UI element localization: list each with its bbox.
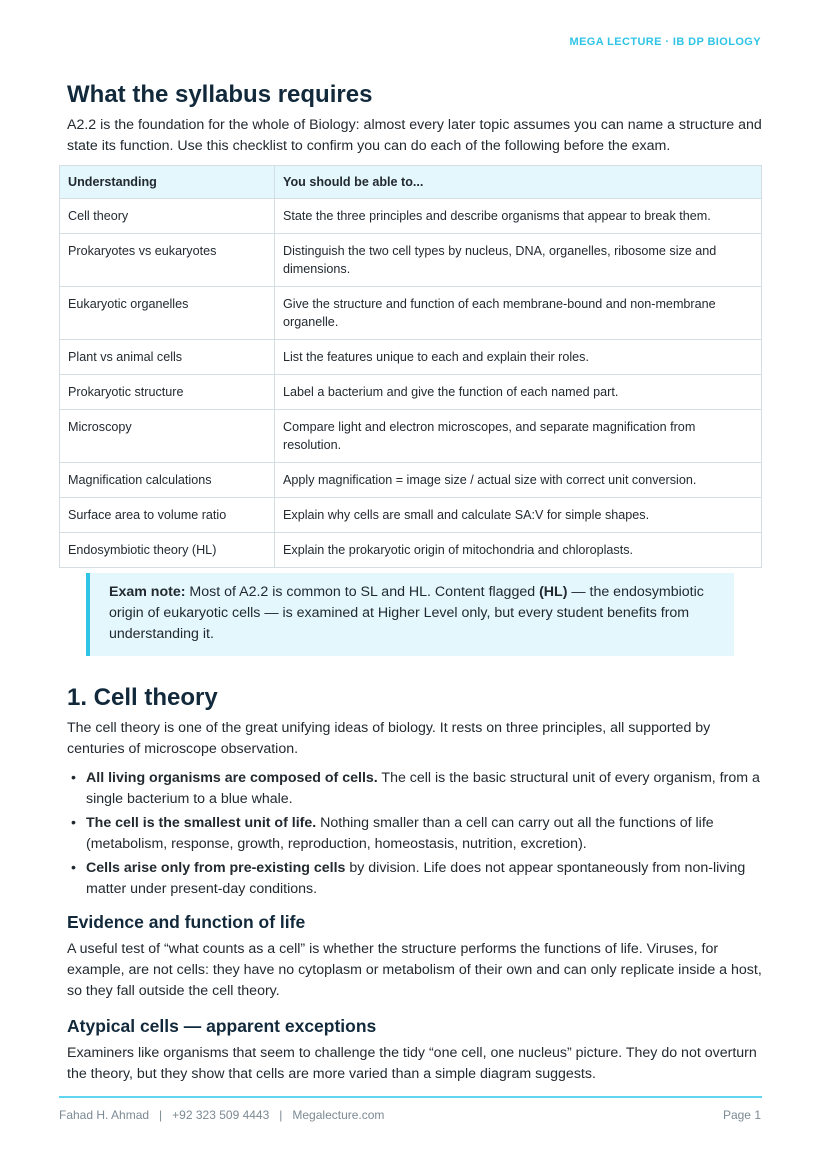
cell-able-to: Label a bacterium and give the function of each named part. [275, 375, 762, 410]
cell-able-to: Give the structure and function of each membrane-bound and non-membrane organelle. [275, 287, 762, 340]
bullet-icon: • [71, 770, 76, 786]
table-row [60, 498, 762, 533]
cell-understanding: Prokaryotes vs eukaryotes [60, 234, 275, 287]
syllabus-title: What the syllabus requires [67, 81, 373, 108]
evidence-subheading: Evidence and function of life [67, 912, 306, 932]
atypical-cells-subheading: Atypical cells — apparent exceptions [67, 1016, 377, 1036]
cell-understanding: Magnification calculations [60, 463, 275, 498]
table-row [60, 375, 762, 410]
table-row [60, 287, 762, 340]
principle-text: by division. Life does not appear spontaneously from non-living matter under present-day conditions. [86, 860, 746, 897]
cell-able-to: Explain why cells are small and calculate SA:V for simple shapes. [275, 498, 762, 533]
cell-able-to: Apply magnification = image size / actual size with correct unit conversion. [275, 463, 762, 498]
header-brand: MEGA LECTURE · IB DP BIOLOGY [569, 36, 761, 48]
cell-theory-principles-list [67, 768, 762, 900]
cell-understanding: Cell theory [60, 199, 275, 234]
list-item [67, 813, 762, 855]
bullet-icon: • [71, 860, 76, 876]
principle-heading: The cell is the smallest unit of life. [86, 815, 317, 831]
syllabus-checklist-table [59, 165, 762, 568]
cell-theory-intro: The cell theory is one of the great unifying ideas of biology. It rests on three principles, all supported by centuries of microscope observation. [67, 720, 711, 757]
principle-heading: Cells arise only from pre-existing cells [86, 860, 346, 876]
table-row [60, 340, 762, 375]
page-content [67, 80, 762, 1085]
cell-able-to: List the features unique to each and explain their roles. [275, 340, 762, 375]
list-item [67, 858, 762, 900]
cell-able-to: Distinguish the two cell types by nucleus, DNA, organelles, ribosome size and dimensions. [275, 234, 762, 287]
exam-note-text-part1: Most of A2.2 is common to SL and HL. Content flagged [185, 584, 540, 600]
footer-contact: Fahad H. Ahmad | +92 323 509 4443 | Megalecture.com [59, 1108, 385, 1122]
table-row [60, 533, 762, 568]
principle-text: The cell is the basic structural unit of every organism, from a single bacterium to a blue whale. [86, 770, 760, 807]
table-row [60, 234, 762, 287]
column-header-understanding: Understanding [60, 166, 275, 199]
syllabus-intro: A2.2 is the foundation for the whole of Biology: almost every later topic assumes you can name a structure and state its function. Use this checklist to confirm you can do each of the following before the exam. [67, 117, 762, 154]
footer-divider [59, 1096, 762, 1098]
column-header-able-to: You should be able to... [275, 166, 762, 199]
exam-note-hl-flag: (HL) [539, 584, 568, 600]
table-row [60, 410, 762, 463]
principle-text: Nothing smaller than a cell can carry out all the functions of life (metabolism, response, growth, reproduction, homeostasis, nutrition, excretion). [86, 815, 714, 852]
cell-understanding: Microscopy [60, 410, 275, 463]
cell-understanding: Plant vs animal cells [60, 340, 275, 375]
table-row [60, 463, 762, 498]
exam-note-callout [86, 573, 734, 656]
exam-note-label: Exam note: [109, 584, 186, 600]
cell-understanding: Endosymbiotic theory (HL) [60, 533, 275, 568]
evidence-text: A useful test of “what counts as a cell” is whether the structure performs the functions of life. Viruses, for example, are not cells: they have no cytoplasm or metabolism of their own and can only replicate inside a host, so they fall outside the cell theory. [67, 941, 762, 999]
cell-able-to: Explain the prokaryotic origin of mitochondria and chloroplasts. [275, 533, 762, 568]
cell-able-to: State the three principles and describe organisms that appear to break them. [275, 199, 762, 234]
bullet-icon: • [71, 815, 76, 831]
cell-theory-title: 1. Cell theory [67, 684, 218, 711]
table-header-row [60, 166, 762, 199]
cell-able-to: Compare light and electron microscopes, and separate magnification from resolution. [275, 410, 762, 463]
table-row [60, 199, 762, 234]
atypical-cells-text: Examiners like organisms that seem to challenge the tidy “one cell, one nucleus” picture. They do not overturn the theory, but they show that cells are more varied than a simple diagram suggests. [67, 1045, 757, 1082]
cell-understanding: Prokaryotic structure [60, 375, 275, 410]
cell-understanding: Surface area to volume ratio [60, 498, 275, 533]
cell-understanding: Eukaryotic organelles [60, 287, 275, 340]
list-item [67, 768, 762, 810]
exam-note-text-part2: — the endosymbiotic origin of eukaryotic cells — is examined at Higher Level only, but every student benefits from understanding it. [109, 584, 704, 642]
principle-heading: All living organisms are composed of cells. [86, 770, 378, 786]
exam-note-text [109, 582, 714, 645]
page-number: Page 1 [722, 1108, 761, 1122]
